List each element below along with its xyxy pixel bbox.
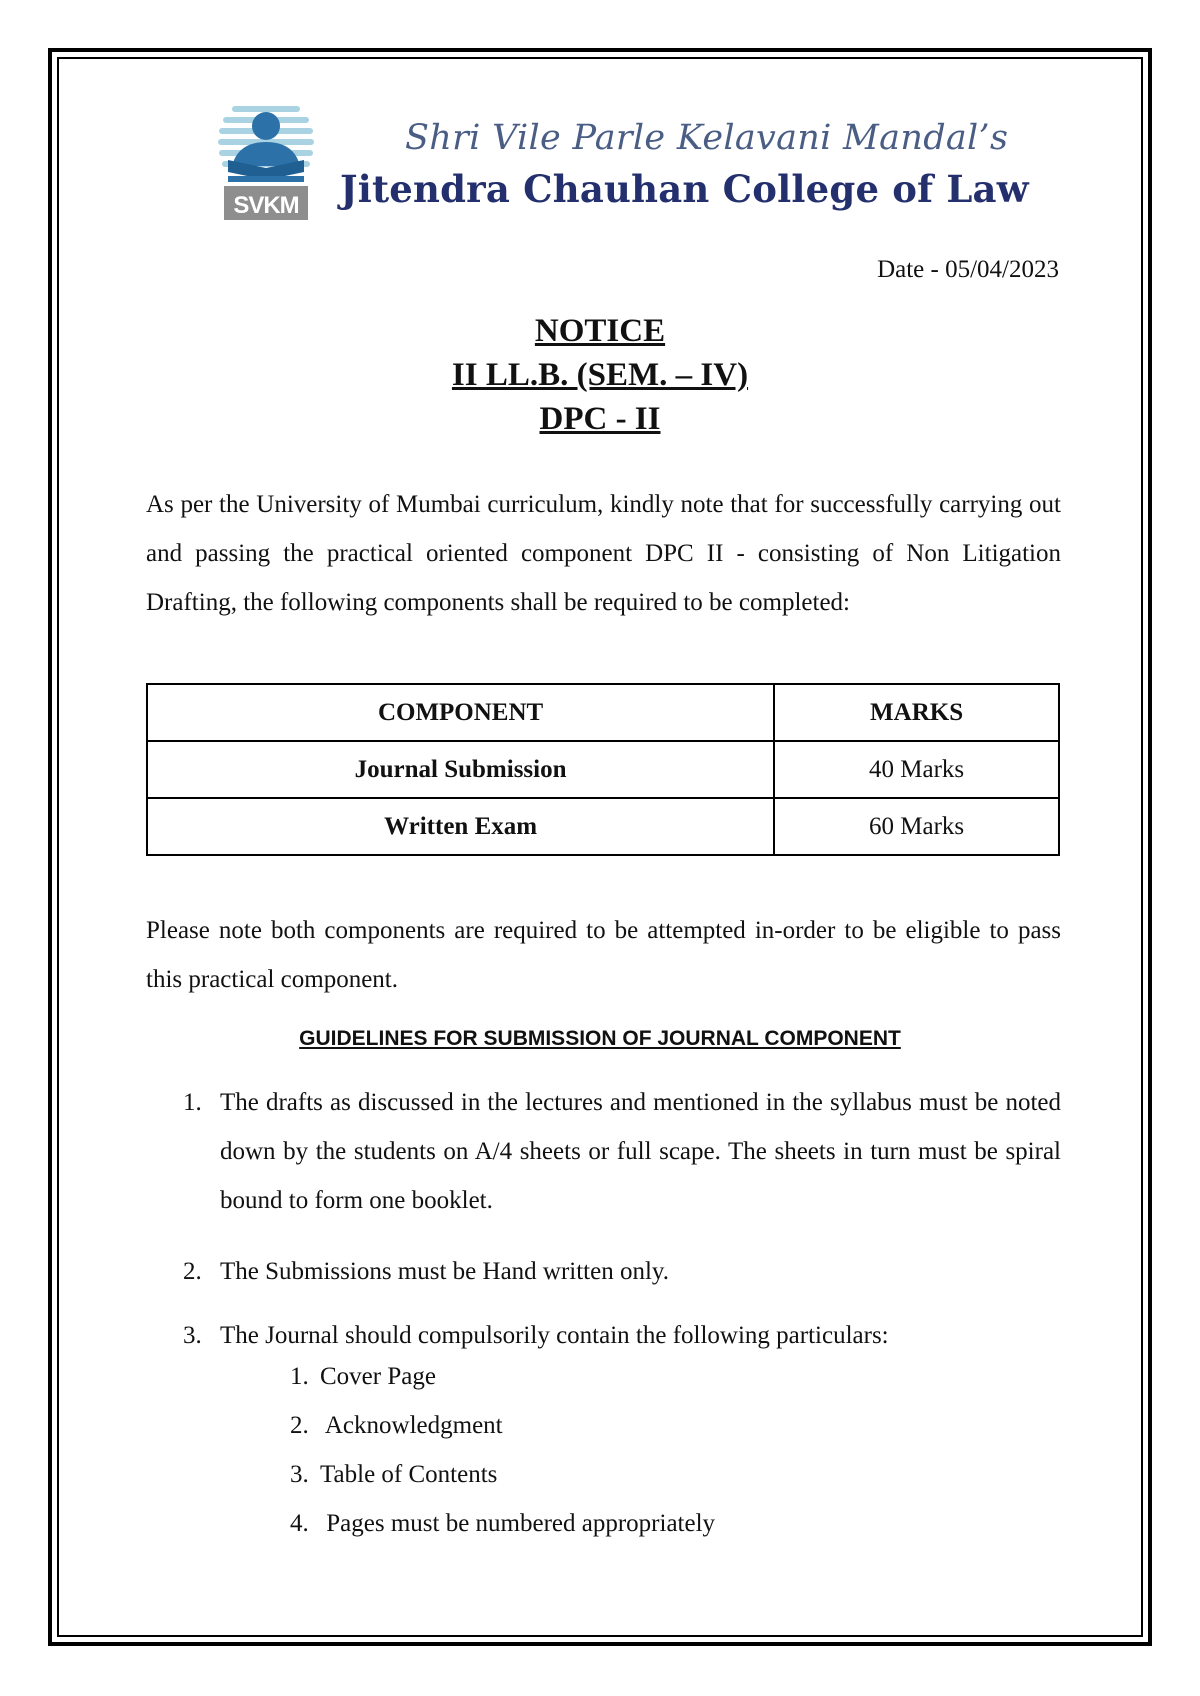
table-row [147, 741, 1059, 798]
component-cell: Journal Submission [147, 741, 774, 798]
list-number: 2. [290, 1412, 309, 1439]
column-header-marks: MARKS [774, 684, 1059, 741]
notice-class: II LL.B. (SEM. – IV) [451, 357, 749, 393]
list-number: 3. [183, 1322, 202, 1349]
particular-text: Acknowledgment [320, 1412, 503, 1439]
component-cell: Written Exam [147, 798, 774, 855]
institution-name: Jitendra Chauhan College of Law [340, 167, 1029, 211]
list-number: 3. [290, 1461, 309, 1488]
eligibility-note: Please note both components are required to be attempted in-order to be eligible to pass this practical component. [146, 917, 1061, 993]
table-row [147, 798, 1059, 855]
notice-date: Date - 05/04/2023 [877, 256, 1059, 283]
list-number: 1. [290, 1363, 309, 1390]
guidelines-heading: GUIDELINES FOR SUBMISSION OF JOURNAL COMPONENT [299, 1027, 901, 1050]
notice-subject: DPC - II [539, 401, 661, 437]
particular-text: Table of Contents [320, 1461, 498, 1488]
marks-cell: 60 Marks [774, 798, 1059, 855]
guideline-text: The drafts as discussed in the lectures and mentioned in the syllabus must be noted down by the students on A/4 sheets or full scape. The sheets in turn must be spiral bound to form one booklet. [220, 1089, 1061, 1214]
logo-label: SVKM [233, 192, 299, 219]
column-header-component: COMPONENT [147, 684, 774, 741]
notice-title: NOTICE [534, 313, 666, 349]
institution-parent-name: Shri Vile Parle Kelavani Mandal’s [405, 118, 1009, 158]
guideline-text: The Journal should compulsorily contain the following particulars: [220, 1322, 889, 1349]
marks-cell: 40 Marks [774, 741, 1059, 798]
particular-text: Cover Page [320, 1363, 436, 1390]
svkm-logo [218, 100, 314, 222]
particular-text: Pages must be numbered appropriately [320, 1510, 716, 1537]
table-header-row [147, 684, 1059, 741]
list-number: 1. [183, 1089, 202, 1116]
intro-paragraph: As per the University of Mumbai curriculum, kindly note that for successfully carrying out and passing the practical oriented component DPC II - consisting of Non Litigation Drafting, the following components shall be required to be completed: [146, 491, 1061, 616]
list-number: 2. [183, 1258, 202, 1285]
list-number: 4. [290, 1510, 309, 1537]
marks-table [146, 683, 1060, 856]
guideline-text: The Submissions must be Hand written only. [220, 1258, 670, 1285]
